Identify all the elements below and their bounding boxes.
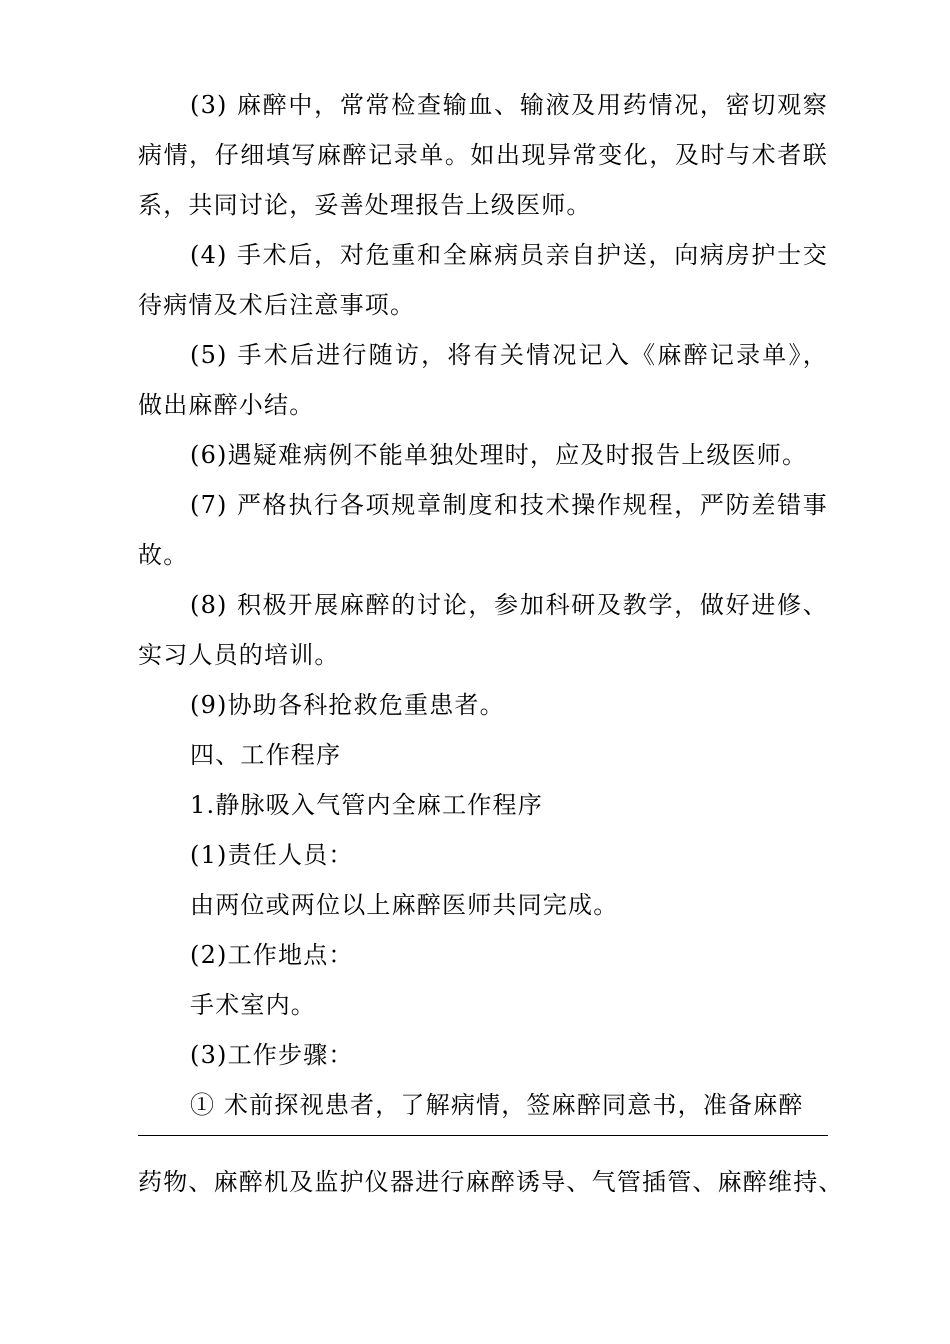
continuation-text: 药物、麻醉机及监护仪器进行麻醉诱导、气管插管、麻醉维持、 xyxy=(138,1168,844,1196)
paragraph-6: (6)遇疑难病例不能单独处理时，应及时报告上级医师。 xyxy=(190,441,808,469)
item-content-steps: ① 术前探视患者，了解病情，签麻醉同意书，准备麻醉 xyxy=(190,1091,804,1119)
item-content-responsible: 由两位或两位以上麻醉医师共同完成。 xyxy=(190,891,619,919)
item-label-location: (2)工作地点： xyxy=(190,941,354,969)
section-heading: 四、工作程序 xyxy=(190,741,342,769)
item-label-responsible: (1)责任人员： xyxy=(190,841,354,869)
item-label-steps: (3)工作步骤： xyxy=(190,1041,354,1069)
subsection-heading: 1.静脉吸入气管内全麻工作程序 xyxy=(190,791,543,819)
paragraph-7: (7) 严格执行各项规章制度和技术操作规程，严防差错事故。 xyxy=(138,491,828,569)
document-body xyxy=(138,80,828,1130)
paragraph-5: (5) 手术后进行随访，将有关情况记入《麻醉记录单》，做出麻醉小结。 xyxy=(138,341,828,419)
paragraph-8: (8) 积极开展麻醉的讨论，参加科研及教学，做好进修、实习人员的培训。 xyxy=(138,591,828,669)
paragraph-9: (9)协助各科抢救危重患者。 xyxy=(190,691,505,719)
footnote-divider xyxy=(138,1135,828,1136)
item-content-location: 手术室内。 xyxy=(190,991,316,1019)
paragraph-3: (3) 麻醉中，常常检查输血、输液及用药情况，密切观察病情，仔细填写麻醉记录单。如出现异常变化，及时与术者联系，共同讨论，妥善处理报告上级医师。 xyxy=(138,91,828,219)
paragraph-4: (4) 手术后，对危重和全麻病员亲自护送，向病房护士交待病情及术后注意事项。 xyxy=(138,241,828,319)
